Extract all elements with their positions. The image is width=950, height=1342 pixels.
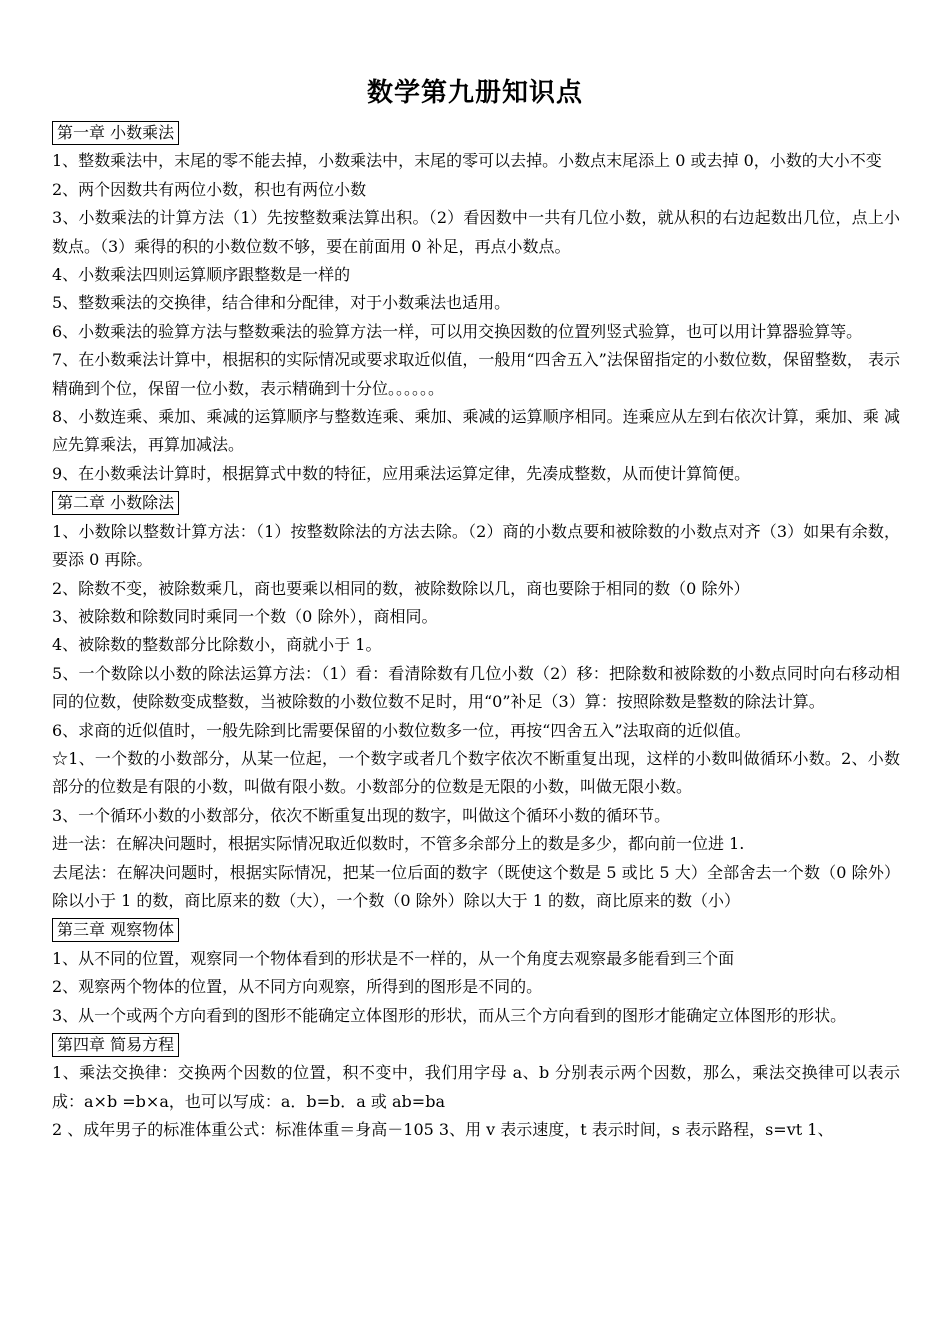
paragraph: 进一法：在解决问题时，根据实际情况取近似数时，不管多余部分上的数是多少，都向前一位进 1. bbox=[52, 834, 745, 854]
section-2 bbox=[52, 488, 900, 915]
section-heading: 第一章 小数乘法 bbox=[52, 121, 179, 145]
section-heading: 第二章 小数除法 bbox=[52, 491, 179, 515]
paragraph: 1、整数乘法中，末尾的零不能去掉，小数乘法中，末尾的零可以去掉。小数点末尾添上 0 或去掉 0，小数的大小不变 bbox=[52, 151, 882, 171]
paragraph: 3、从一个或两个方向看到的图形不能确定立体图形的形状，而从三个方向看到的图形才能确定立体图形的形状。 bbox=[52, 1005, 847, 1025]
paragraph: 3、被除数和除数同时乘同一个数（0 除外），商相同。 bbox=[52, 606, 438, 626]
paragraph: 1、小数除以整数计算方法：（1）按整数除法的方法去除。（2）商的小数点要和被除数的小数点对齐（3）如果有余数，要添 0 再除。 bbox=[52, 521, 900, 570]
paragraph: ☆1、一个数的小数部分，从某一位起，一个数字或者几个数字依次不断重复出现，这样的小数叫做循环小数。2、小数部分的位数是有限的小数，叫做有限小数。小数部分的位数是无限的小数，叫做无限小数。 bbox=[52, 748, 900, 797]
paragraph: 7、在小数乘法计算中，根据积的实际情况或要求取近似值，一般用“四舍五入”法保留指定的小数位数，保留整数， 表示精确到个位，保留一位小数，表示精确到十分位。。。。。。 bbox=[52, 350, 900, 398]
section-3 bbox=[52, 915, 900, 1030]
paragraph: 2 、成年男子的标准体重公式：标准体重＝身高－105 3、用 v 表示速度，t 表示时间，s 表示路程，s=vt 1、 bbox=[52, 1120, 834, 1140]
paragraph: 2、观察两个物体的位置，从不同方向观察，所得到的图形是不同的。 bbox=[52, 977, 543, 997]
document-body bbox=[52, 118, 900, 1145]
paragraph: 4、被除数的整数部分比除数小，商就小于 1。 bbox=[52, 635, 382, 655]
paragraph: 1、从不同的位置，观察同一个物体看到的形状是不一样的，从一个角度去观察最多能看到三个面 bbox=[52, 948, 735, 968]
paragraph: 6、小数乘法的验算方法与整数乘法的验算方法一样，可以用交换因数的位置列竖式验算，也可以用计算器验算等。 bbox=[52, 321, 863, 341]
paragraph: 5、整数乘法的交换律，结合律和分配律，对于小数乘法也适用。 bbox=[52, 293, 511, 313]
paragraph: 9、在小数乘法计算时，根据算式中数的特征，应用乘法运算定律，先凑成整数，从而使计算简便。 bbox=[52, 463, 751, 483]
paragraph: 4、小数乘法四则运算顺序跟整数是一样的 bbox=[52, 265, 351, 285]
section-4 bbox=[52, 1030, 900, 1145]
paragraph: 5、一个数除以小数的除法运算方法：（1）看：看清除数有几位小数（2）移：把除数和被除数的小数点同时向右移动相同的位数，使除数变成整数，当被除数的小数位数不足时，用“0”补足（3）算：按照除数是整数的除法计算。 bbox=[52, 663, 900, 712]
document-title: 数学第九册知识点 bbox=[366, 78, 583, 108]
section-heading: 第四章 简易方程 bbox=[52, 1033, 179, 1057]
paragraph: 8、小数连乘、乘加、乘减的运算顺序与整数连乘、乘加、乘减的运算顺序相同。连乘应从左到右依次计算，乘加、乘 减应先算乘法，再算加减法。 bbox=[52, 407, 900, 455]
paragraph: 2、除数不变，被除数乘几，商也要乘以相同的数，被除数除以几，商也要除于相同的数（0 除外） bbox=[52, 578, 750, 598]
paragraph: 6、求商的近似值时，一般先除到比需要保留的小数位数多一位，再按“四舍五入”法取商的近似值。 bbox=[52, 720, 751, 740]
paragraph: 1、乘法交换律：交换两个因数的位置，积不变中，我们用字母 a、b 分别表示两个因数，那么，乘法交换律可以表示 成：a×b =b×a，也可以写成：a．b=b．a 或 ab=ba bbox=[52, 1063, 900, 1111]
section-heading: 第三章 观察物体 bbox=[52, 918, 179, 942]
paragraph: 3、一个循环小数的小数部分，依次不断重复出现的数字，叫做这个循环小数的循环节。 bbox=[52, 805, 671, 825]
section-1 bbox=[52, 118, 900, 488]
paragraph: 2、两个因数共有两位小数，积也有两位小数 bbox=[52, 179, 367, 199]
paragraph: 去尾法：在解决问题时，根据实际情况，把某一位后面的数字（既使这个数是 5 或比 5 大）全部舍去一个数（0 除外）除以小于 1 的数，商比原来的数（大），一个数（0 除外）除以大于 1 的数，商比原来的数（小） bbox=[52, 862, 900, 910]
paragraph: 3、小数乘法的计算方法（1）先按整数乘法算出积。（2）看因数中一共有几位小数，就从积的右边起数出几位，点上小数点。（3）乘得的积的小数位数不够，要在前面用 0 补足，再点小数点。 bbox=[52, 208, 900, 256]
